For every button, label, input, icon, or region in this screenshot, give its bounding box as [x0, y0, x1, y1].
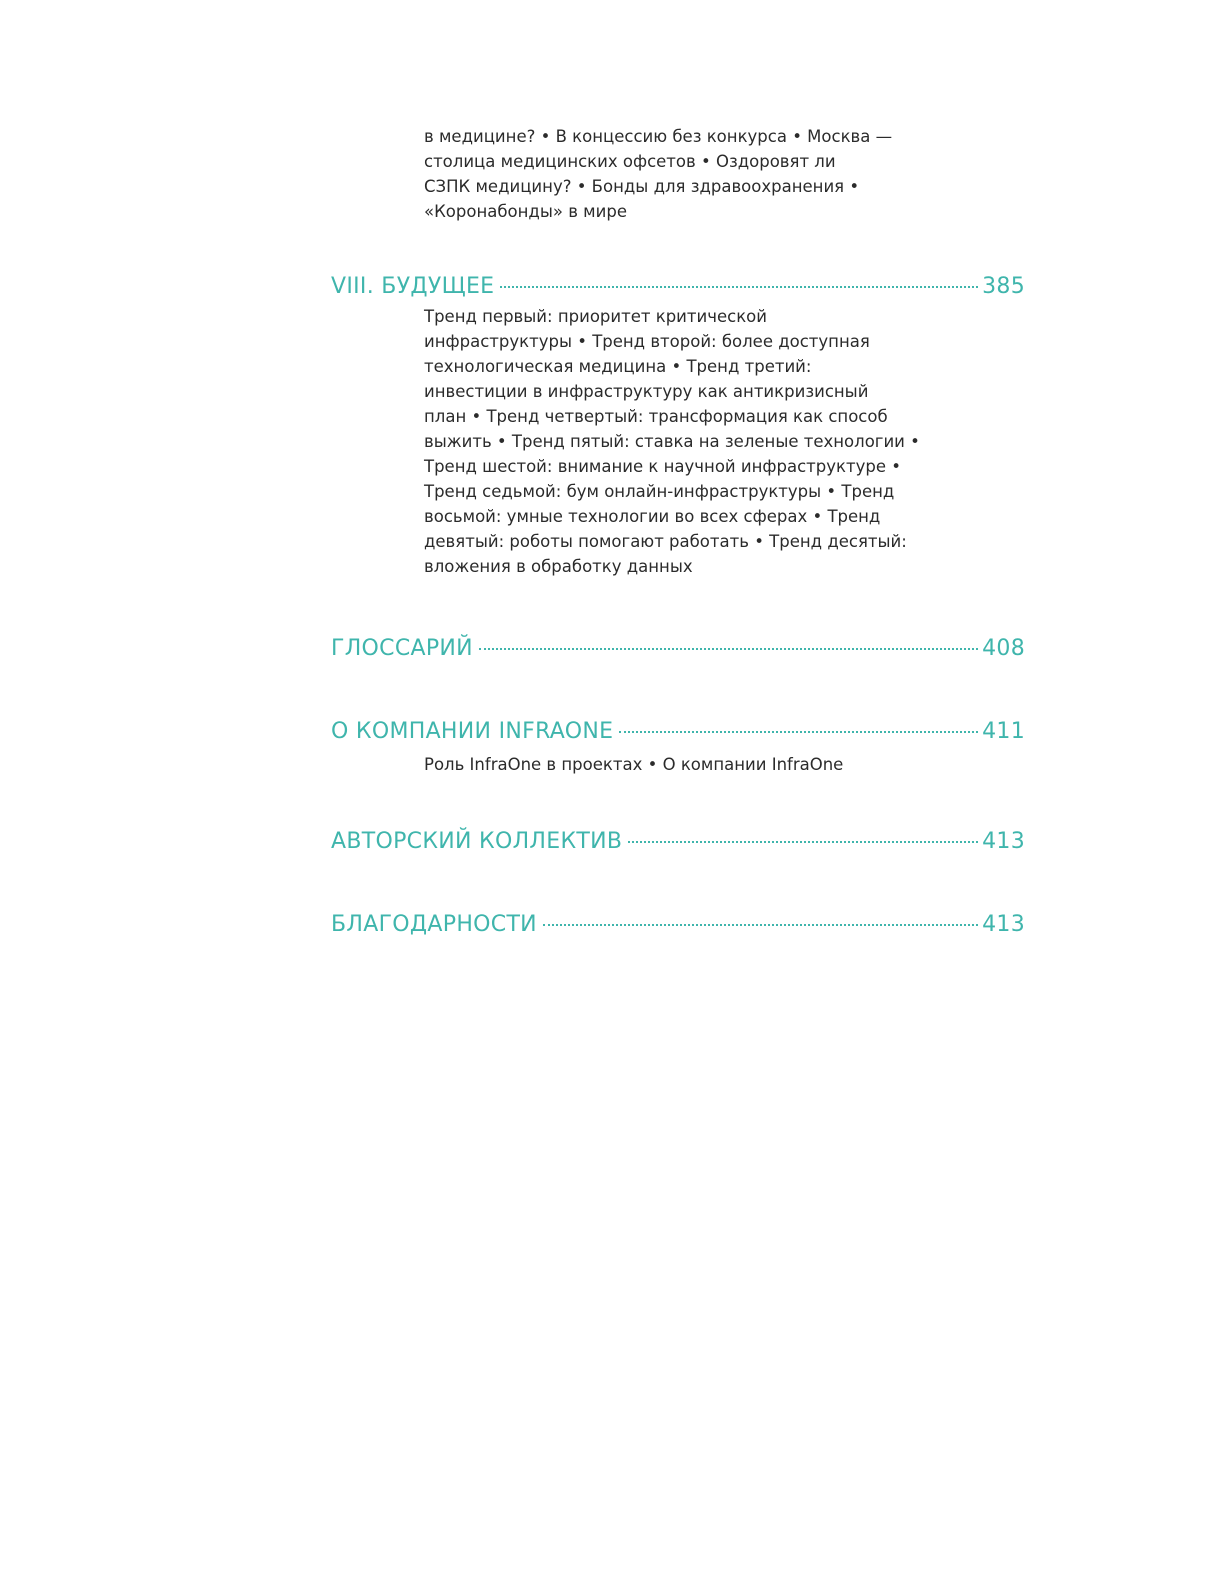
toc-entry-description: [424, 752, 904, 777]
description-line: СЗПК медицину? • Бонды для здравоохранения •: [424, 177, 860, 196]
toc-entry-page: 408: [982, 636, 1025, 661]
toc-entry-page: 413: [982, 829, 1025, 854]
description-line: Тренд седьмой: бум онлайн-инфраструктуры • Тренд: [424, 482, 895, 501]
toc-entry-title: VIII. БУДУЩЕЕ: [331, 274, 495, 299]
toc-entry-page: 385: [982, 274, 1025, 299]
description-line: план • Тренд четвертый: трансформация как способ: [424, 407, 888, 426]
intro-description: [424, 124, 904, 224]
description-line: Тренд шестой: внимание к научной инфраструктуре •: [424, 457, 901, 476]
description-line: девятый: роботы помогают работать • Тренд десятый:: [424, 532, 907, 551]
toc-entry-acknowledgements[interactable]: [331, 912, 1025, 942]
dot-leader: [500, 286, 978, 288]
toc-entry-glossary[interactable]: [331, 636, 1025, 666]
toc-entry-description: [424, 304, 920, 579]
toc-entry-page: 413: [982, 912, 1025, 937]
description-line: инвестиции в инфраструктуру как антикризисный: [424, 382, 869, 401]
toc-entry-future[interactable]: [331, 274, 1025, 304]
description-line: Роль InfraOne в проектах • О компании InfraOne: [424, 755, 844, 774]
toc-entry-title: БЛАГОДАРНОСТИ: [331, 912, 537, 937]
toc-entry-title: ГЛОССАРИЙ: [331, 636, 473, 661]
description-line: вложения в обработку данных: [424, 557, 693, 576]
description-line: столица медицинских офсетов • Оздоровят ли: [424, 152, 836, 171]
toc-entry-authors[interactable]: [331, 829, 1025, 859]
toc-entry-about-company[interactable]: [331, 719, 1025, 749]
toc-entry-page: 411: [982, 719, 1025, 744]
dot-leader: [543, 924, 978, 926]
toc-entry-title: О КОМПАНИИ INFRAONE: [331, 719, 614, 744]
toc-entry-title: АВТОРСКИЙ КОЛЛЕКТИВ: [331, 829, 623, 854]
dot-leader: [619, 731, 978, 733]
description-line: технологическая медицина • Тренд третий:: [424, 357, 812, 376]
description-line: в медицине? • В концессию без конкурса • Москва —: [424, 127, 893, 146]
description-line: выжить • Тренд пятый: ставка на зеленые технологии •: [424, 432, 920, 451]
dot-leader: [479, 648, 978, 650]
dot-leader: [628, 841, 978, 843]
description-line: Тренд первый: приоритет критической: [424, 307, 767, 326]
description-line: инфраструктуры • Тренд второй: более доступная: [424, 332, 870, 351]
description-line: «Коронабонды» в мире: [424, 202, 627, 221]
description-line: восьмой: умные технологии во всех сферах • Тренд: [424, 507, 881, 526]
